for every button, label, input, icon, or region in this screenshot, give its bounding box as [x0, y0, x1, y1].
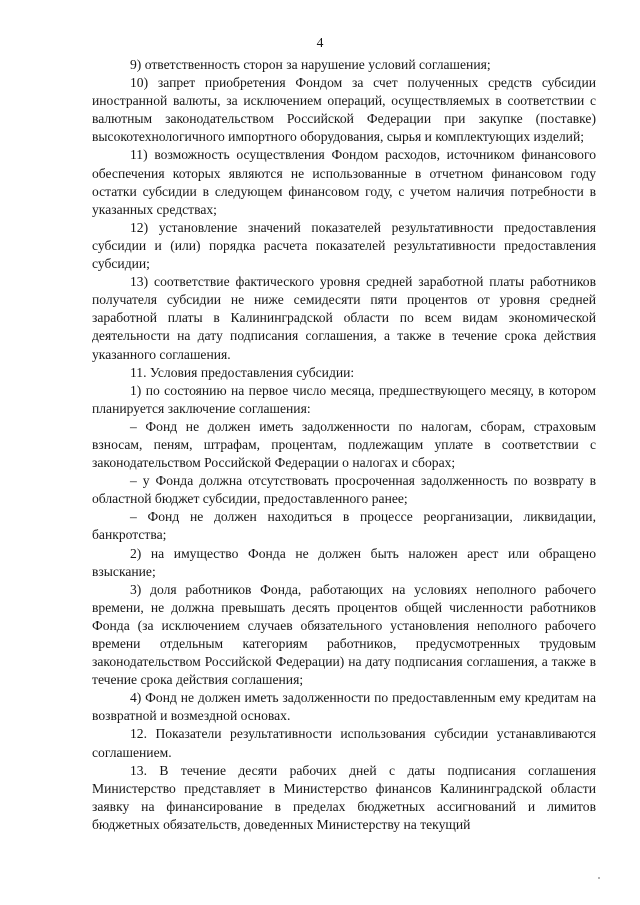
paragraph: 3) доля работников Фонда, работающих на условиях неполного рабочего времени, не должна превышать десять процентов общей численности работников Фонда (за исключением случаев обязательного установления неполного рабочего времени отдельным категориям работников, предусмотренных трудовым законодательством Российской Федерации) на дату подписания соглашения, а также в течение срока действия соглашения; — [92, 581, 596, 688]
paragraph: 12) установление значений показателей результативности предоставления субсидии и (или) порядка расчета показателей результативности предоставления субсидии; — [92, 219, 596, 272]
paragraph: – у Фонда должна отсутствовать просроченная задолженность по возврату в областной бюджет субсидии, предоставленного ранее; — [92, 473, 596, 507]
paragraph: 1) по состоянию на первое число месяца, предшествующего месяцу, в котором планируется заключение соглашения: — [92, 382, 596, 416]
page-number: 4 — [316, 35, 324, 50]
paragraph: – Фонд не должен находиться в процессе реорганизации, ликвидации, банкротства; — [92, 509, 596, 543]
paragraph: 2) на имущество Фонда не должен быть наложен арест или обращено взыскание; — [92, 545, 596, 579]
paragraph: – Фонд не должен иметь задолженности по налогам, сборам, страховым взносам, пеням, штрафам, процентам, подлежащим уплате в соответствии с законодательством Российской Федерации о налогах и сборах; — [92, 418, 596, 471]
paragraph: 12. Показатели результативности использования субсидии устанавливаются соглашением. — [92, 726, 596, 760]
document-body — [92, 56, 596, 834]
paragraph: 4) Фонд не должен иметь задолженности по предоставленным ему кредитам на возвратной и возмездной основах. — [92, 690, 596, 724]
paragraph: 11) возможность осуществления Фондом расходов, источником финансового обеспечения которых являются не использованные в отчетном финансовом году остатки субсидии в следующем финансовом году, с учетом наличия потребности в указанных средствах; — [92, 147, 596, 217]
section-heading: 11. Условия предоставления субсидии: — [130, 364, 355, 380]
paragraph: 13. В течение десяти рабочих дней с даты подписания соглашения Министерство представляет в Министерство финансов Калининградской области заявку на финансирование в пределах бюджетных ассигнований и лимитов бюджетных обязательств, доведенных Министерству на текущий — [92, 762, 596, 832]
paragraph: 13) соответствие фактического уровня средней заработной платы работников получателя субсидии не ниже семидесяти пяти процентов от уровня средней заработной платы в Калининградской области по всем видам экономической деятельности на дату подписания соглашения, а также в течение срока действия указанного соглашения. — [92, 274, 596, 362]
scan-artifact — [598, 877, 600, 879]
paragraph: 9) ответственность сторон за нарушение условий соглашения; — [130, 57, 491, 72]
paragraph: 10) запрет приобретения Фондом за счет полученных средств субсидии иностранной валюты, за исключением операций, осуществляемых в соответствии с валютным законодательством Российской Федерации при закупке (поставке) высокотехнологичного импортного оборудования, сырья и комплектующих изделий; — [92, 75, 596, 145]
